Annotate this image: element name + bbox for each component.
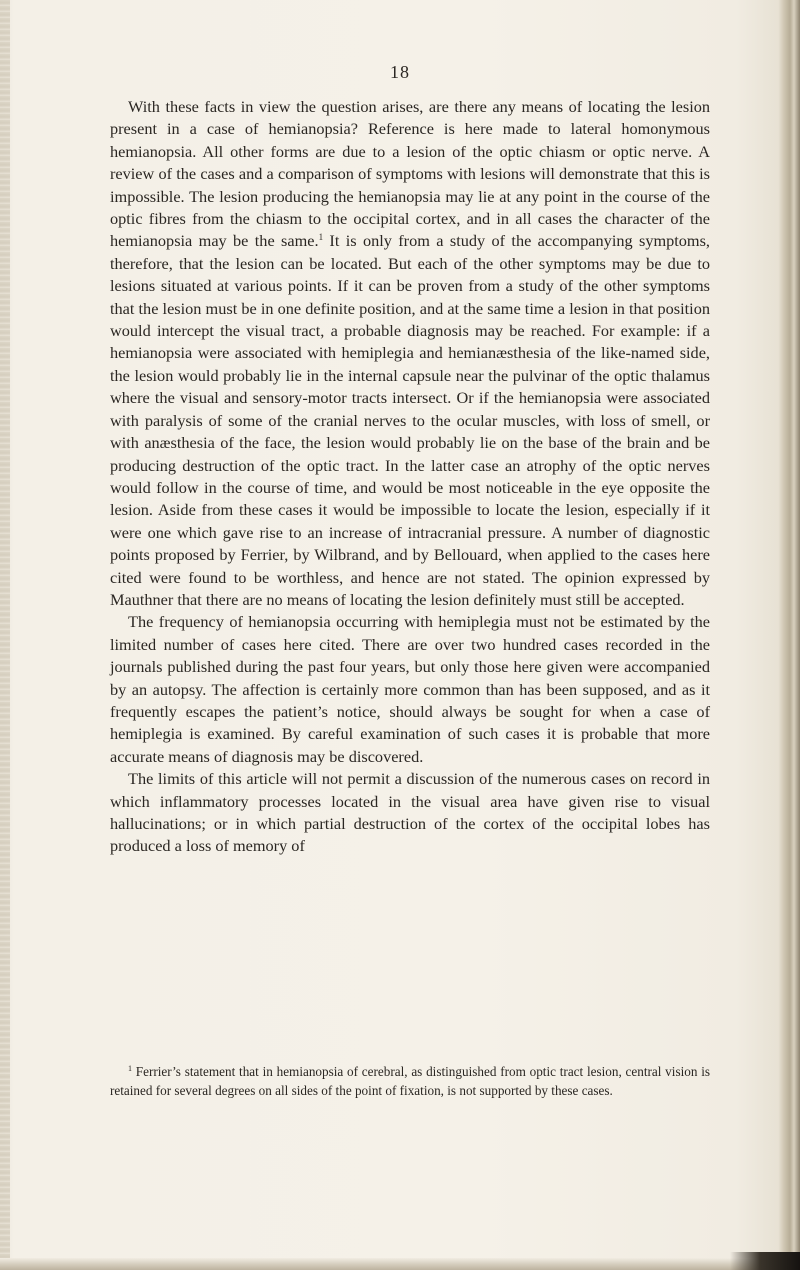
footnote-reference: 1 (318, 232, 324, 243)
footnote (110, 1062, 710, 1100)
binding-edge (0, 0, 10, 1270)
paragraph-2: The frequency of hemianopsia occurring with hemiplegia must not be estimated by the limited number of cases here cited. There are over two hundred cases recorded in the journals published during the past four years, but only those here given were accompanied by an autopsy. The affection is certainly more common than has been supposed, and as it frequently escapes the patient’s notice, should always be sought for when a case of hemiplegia is examined. By careful examination of such cases it is probable that more accurate means of diagnosis may be discovered. (110, 612, 710, 766)
page-number: 18 (390, 62, 410, 82)
footnote-marker: 1 (128, 1064, 132, 1073)
page-stack-edge (778, 0, 800, 1270)
bottom-edge (0, 1258, 800, 1270)
body-text (110, 96, 710, 858)
paragraph-1-text-before: With these facts in view the question arises, are there any means of locating the lesion present in a case of hemianopsia? Reference is here made to lateral homonymous hemianopsia. All other forms are due to a lesion of the optic chiasm or optic nerve. A review of the cases and a comparison of symptoms with lesions will demonstrate that this is impossible. The lesion producing the hemianopsia may lie at any point in the course of the optic fibres from the chiasm to the occipital cortex, and in all cases the character of the hemianopsia may be the same. (110, 97, 710, 251)
paragraph-1 (110, 96, 710, 611)
footnote-text: Ferrier’s statement that in hemianopsia of cerebral, as distinguished from optic tract lesion, central vision is retained for several degrees on all sides of the point of fixation, is not supported by these cases. (110, 1064, 710, 1098)
paragraph-1-text-after: It is only from a study of the accompanying symptoms, therefore, that the lesion can be located. But each of the other symptoms may be due to lesions situated at various points. If it can be proven from a study of the other symptoms that the lesion must be in one definite position, and at the same time a lesion in that position would intercept the visual tract, a probable diagnosis may be reached. For example: if a hemianopsia were associated with hemiplegia and hemianæsthesia of the like-named side, the lesion would probably lie in the internal capsule near the pulvinar of the optic thalamus where the visual and sensory-motor tracts intersect. Or if the hemianopsia were associated with paralysis of some of the cranial nerves to the ocular muscles, with loss of smell, or with anæsthesia of the face, the lesion would probably lie on the base of the brain and be producing destruction of the optic tract. In the latter case an atrophy of the optic nerves would follow in the course of time, and would be most noticeable in the eye opposite the lesion. Aside from these cases it would be impossible to locate the lesion, especially if it were one which gave rise to an increase of intracranial pressure. A number of diagnostic points proposed by Ferrier, by Wilbrand, and by Bellouard, when applied to the cases here cited were found to be worthless, and hence are not stated. The opinion expressed by Mauthner that there are no means of locating the lesion definitely must still be accepted. (110, 231, 711, 609)
paragraph-3: The limits of this article will not permit a discussion of the numerous cases on record in which inflammatory processes located in the visual area have given rise to visual hallucinations; or in which partial destruction of the cortex of the occipital lobes has produced a loss of memory of (110, 769, 710, 856)
corner-shadow (730, 1252, 800, 1270)
